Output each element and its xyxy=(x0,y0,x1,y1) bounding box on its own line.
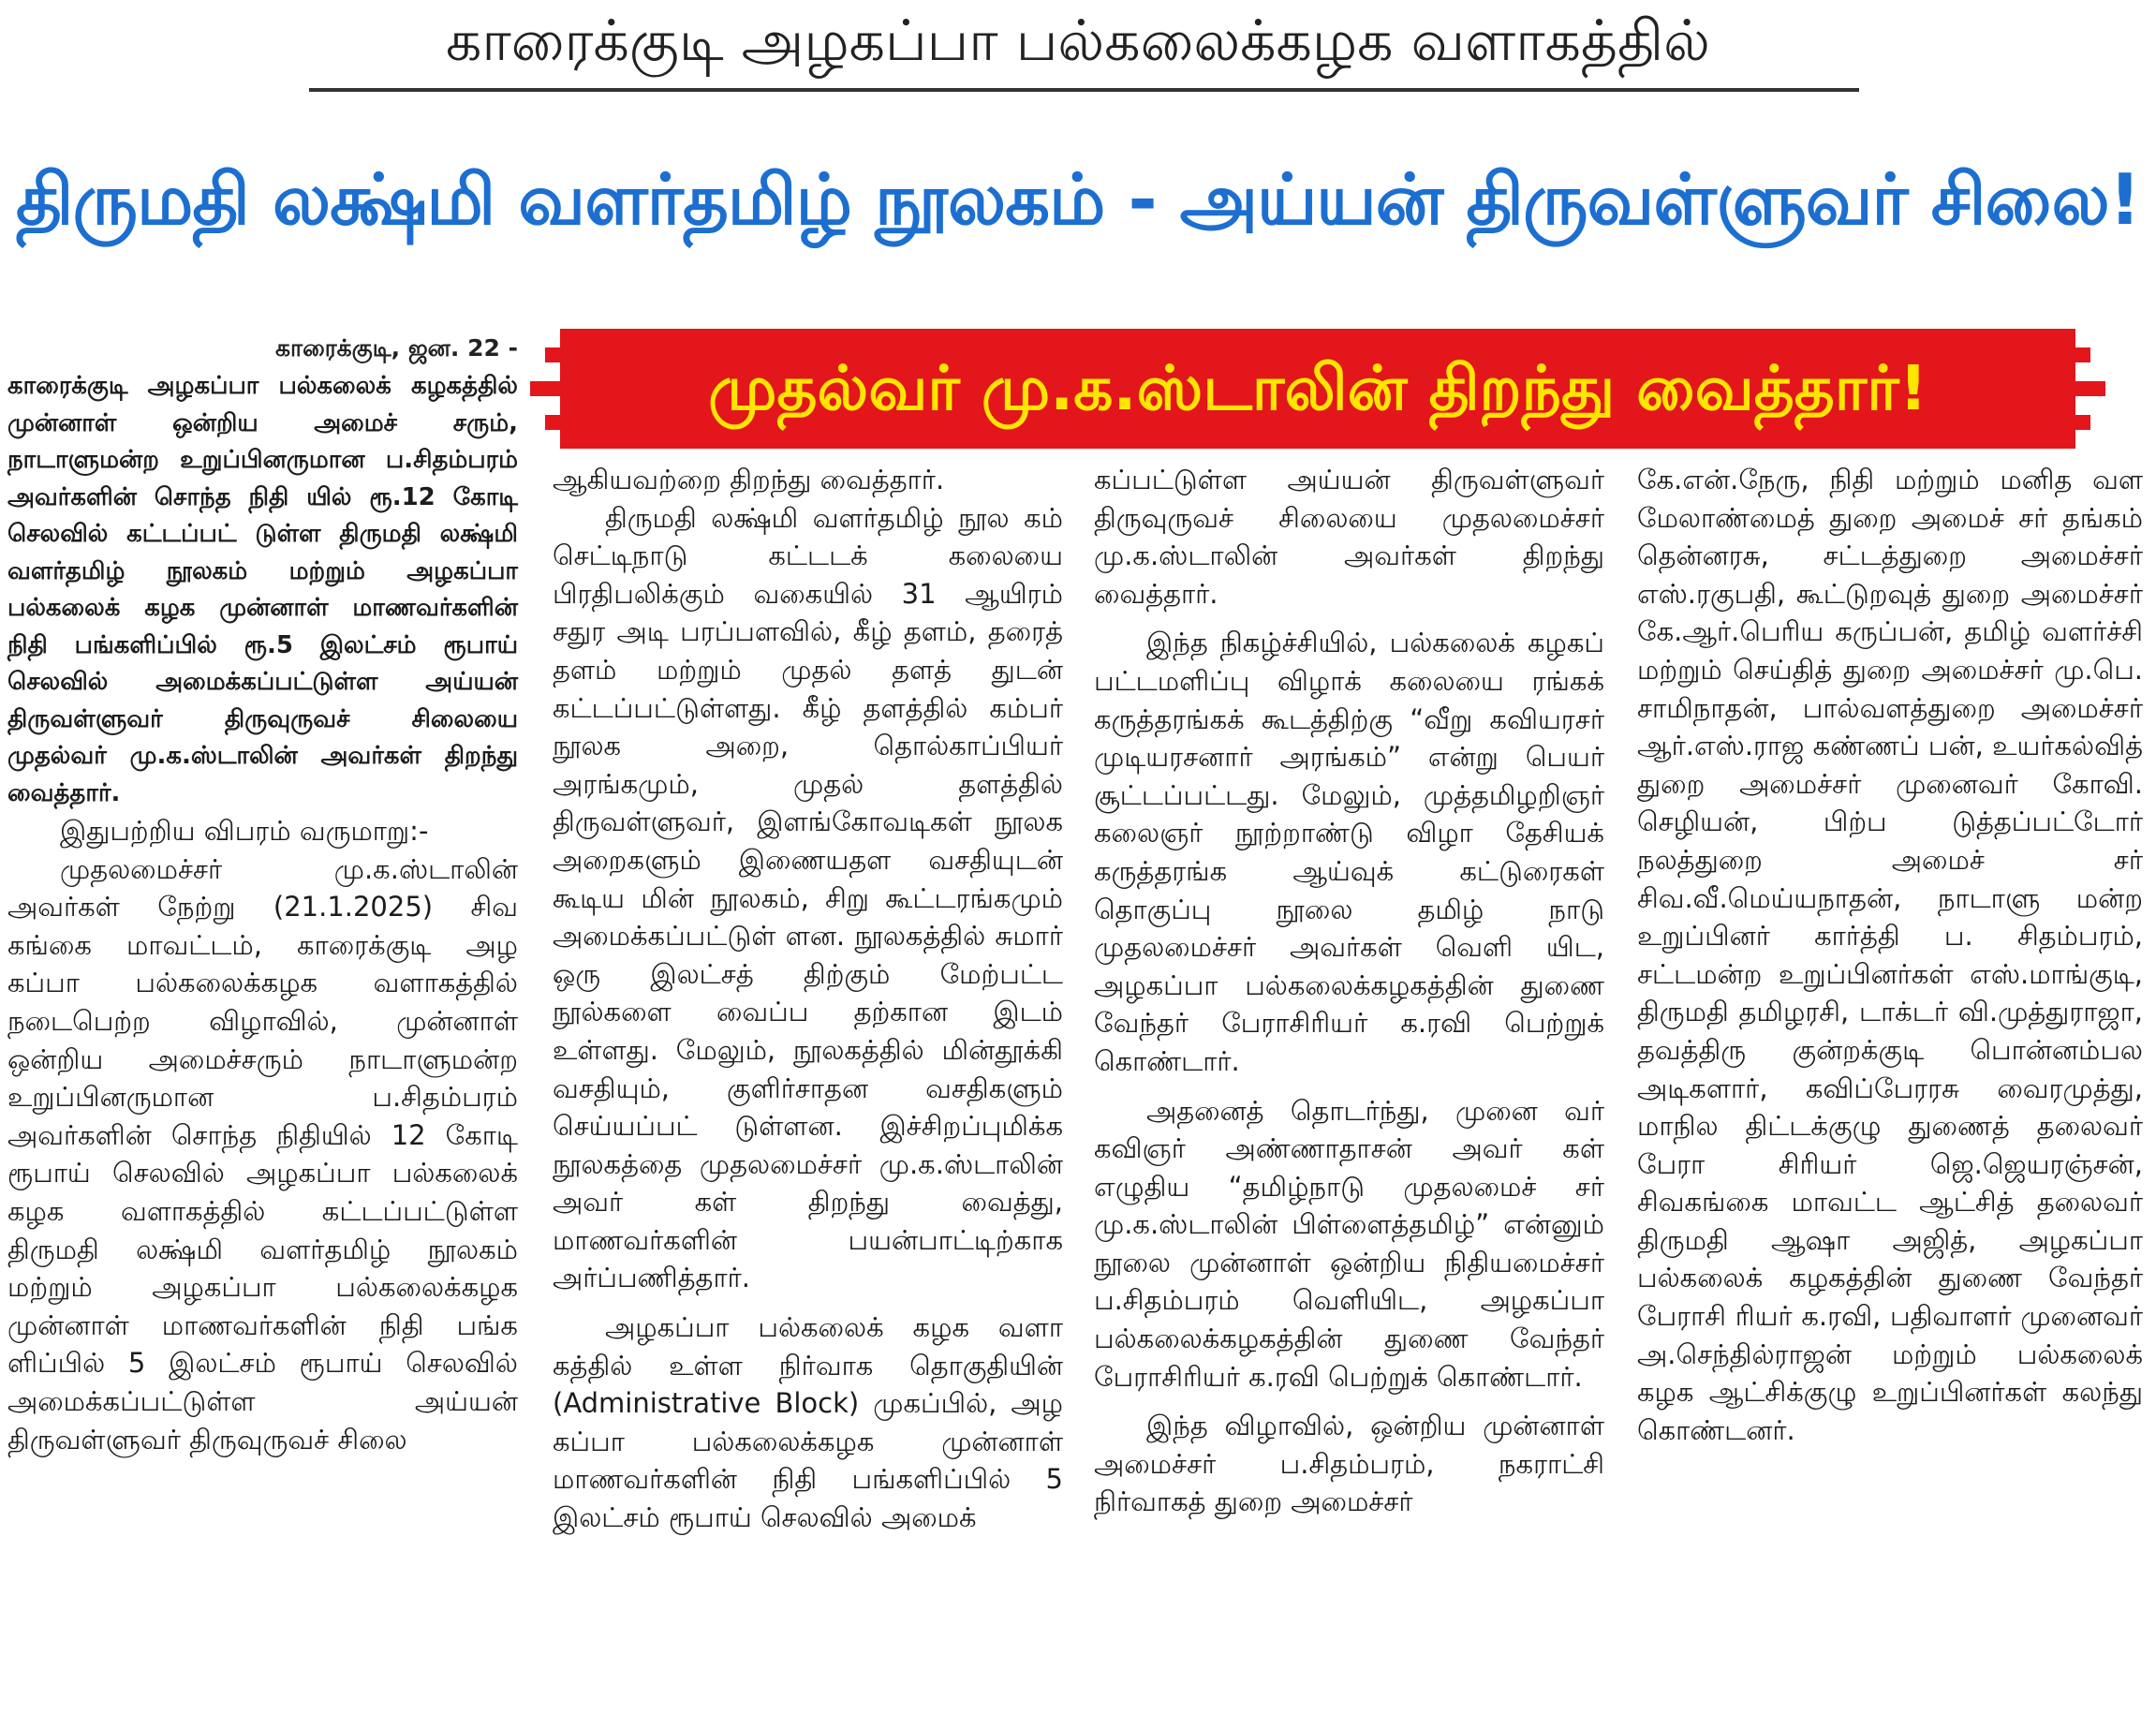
subheading: இதுபற்றிய விபரம் வருமாறு:- xyxy=(60,815,429,847)
body-paragraph: இந்த நிகழ்ச்சியில், பல்கலைக் கழகப் பட்டமளிப்பு விழாக் கலையை ரங்கக் கருத்தரங்கக் கூடத்திற்கு “வீறு கவியரசர் முடியரசனார் அரங்கம்” என்று பெயர் சூட்டப்பட்டது. மேலும், முத்தமிழறிஞர் கலைஞர் நூற்றாண்டு விழா தேசியக் கருத்தரங்க ஆய்வுக் கட்டுரைகள் தொகுப்பு நூலை தமிழ் நாடு முதலமைச்சர் அவர்கள் வெளி யிட, அழகப்பா பல்கலைக்கழகத்தின் துணை வேந்தர் பேராசிரியர் க.ரவி பெற்றுக் கொண்டார். xyxy=(1094,627,1604,1077)
banner-notch xyxy=(2075,381,2090,396)
body-paragraph: ஆகியவற்றை திறந்து வைத்தார். xyxy=(553,464,945,495)
body-paragraph: அதனைத் தொடர்ந்து, முனை வர் கவிஞர் அண்ணாதாசன் அவர் கள் எழுதிய “தமிழ்நாடு முதலமைச் சர் மு.க.ஸ்டாலின் பிள்ளைத்தமிழ்” என்னும் நூலை முன்னாள் ஒன்றிய நிதியமைச்சர் ப.சிதம்பரம் வெளியிட, அழகப்பா பல்கலைக்கழகத்தின் துணை வேந்தர் பேராசிரியர் க.ரவி பெற்றுக் கொண்டார். xyxy=(1094,1094,1604,1393)
subhead-banner xyxy=(560,329,2075,449)
body-paragraph: திருமதி லக்ஷ்மி வளர்தமிழ் நூல கம் செட்டிநாடு கட்டடக் கலையை பிரதிபலிக்கும் வகையில் 31 ஆயிரம் சதுர அடி பரப்பளவில், கீழ் தளம், தரைத் தளம் மற்றும் முதல் தளத் துடன் கட்டப்பட்டுள்ளது. கீழ் தளத்தில் கம்பர் நூலக அறை, தொல்காப்பியர் அரங்கமும், முதல் தளத்தில் திருவள்ளுவர், இளங்கோவடிகள் நூலக அறைகளும் இணையதள வசதியுடன் கூடிய மின் நூலகம், சிறு கூட்டரங்கமும் அமைக்கப்பட்டுள் ளன. நூலகத்தில் சுமார் ஒரு இலட்சத் திற்கும் மேற்பட்ட நூல்களை வைப்ப தற்கான இடம் உள்ளது. மேலும், நூலகத்தில் மின்தூக்கி வசதியும், குளிர்சாதன வசதிகளும் செய்யப்பட் டுள்ளன. இச்சிறப்புமிக்க நூலகத்தை முதலமைச்சர் மு.க.ஸ்டாலின் அவர் கள் திறந்து வைத்து, மாணவர்களின் பயன்பாட்டிற்காக அர்ப்பணித்தார். xyxy=(553,501,1063,1294)
banner-notch xyxy=(545,381,560,396)
main-headline: திருமதி லக்ஷ்மி வளர்தமிழ் நூலகம் - அய்யன் திருவள்ளுவர் சிலை! xyxy=(16,158,2140,241)
article-column-2 xyxy=(553,461,1063,1537)
body-paragraph: முதலமைச்சர் மு.க.ஸ்டாலின் அவர்கள் நேற்று (21.1.2025) சிவ கங்கை மாவட்டம், காரைக்குடி அழ கப்பா பல்கலைக்கழக வளாகத்தில் நடைபெற்ற விழாவில், முன்னாள் ஒன்றிய அமைச்சரும் நாடாளுமன்ற உறுப்பினருமான ப.சிதம்பரம் அவர்களின் சொந்த நிதியில் 12 கோடி ரூபாய் செலவில் அழகப்பா பல்கலைக் கழக வளாகத்தில் கட்டப்பட்டுள்ள திருமதி லக்ஷ்மி வளர்தமிழ் நூலகம் மற்றும் அழகப்பா பல்கலைக்கழக முன்னாள் மாணவர்களின் நிதி பங்க ளிப்பில் 5 இலட்சம் ரூபாய் செலவில் அமைக்கப்பட்டுள்ள அய்யன் திருவள்ளுவர் திருவுருவச் சிலை xyxy=(7,852,518,1456)
banner-notch xyxy=(2075,415,2090,430)
banner-notch xyxy=(530,381,545,396)
lead-paragraph: காரைக்குடி அழகப்பா பல்கலைக் கழகத்தில் முன்னாள் ஒன்றிய அமைச் சரும், நாடாளுமன்ற உறுப்பினருமான ப.சிதம்பரம் அவர்களின் சொந்த நிதி யில் ரூ.12 கோடி செலவில் கட்டப்பட் டுள்ள திருமதி லக்ஷ்மி வளர்தமிழ் நூலகம் மற்றும் அழகப்பா பல்கலைக் கழக முன்னாள் மாணவர்களின் நிதி பங்களிப்பில் ரூ.5 இலட்சம் ரூபாய் செலவில் அமைக்கப்பட்டுள்ள அய்யன் திருவள்ளுவர் திருவுருவச் சிலையை முதல்வர் மு.க.ஸ்டாலின் அவர்கள் திறந்து வைத்தார். xyxy=(7,372,518,807)
kicker-divider xyxy=(309,88,1859,92)
body-paragraph: கப்பட்டுள்ள அய்யன் திருவள்ளுவர் திருவுருவச் சிலையை முதலமைச்சர் மு.க.ஸ்டாலின் அவர்கள் திறந்து வைத்தார். xyxy=(1094,464,1604,610)
banner-notch xyxy=(2090,381,2105,396)
dateline: காரைக்குடி, ஜன. 22 - xyxy=(275,334,518,362)
body-paragraph: கே.என்.நேரு, நிதி மற்றும் மனித வள மேலாண்மைத் துறை அமைச் சர் தங்கம் தென்னரசு, சட்டத்துறை அமைச்சர் எஸ்.ரகுபதி, கூட்டுறவுத் துறை அமைச்சர் கே.ஆர்.பெரிய கருப்பன், தமிழ் வளர்ச்சி மற்றும் செய்தித் துறை அமைச்சர் மு.பெ. சாமிநாதன், பால்வளத்துறை அமைச்சர் ஆர்.எஸ்.ராஜ கண்ணப் பன், உயர்கல்வித் துறை அமைச்சர் முனைவர் கோவி. செழியன், பிற்ப டுத்தப்பட்டோர் நலத்துறை அமைச் சர் சிவ.வீ.மெய்யநாதன், நாடாளு மன்ற உறுப்பினர் கார்த்தி ப. சிதம்பரம், சட்டமன்ற உறுப்பினர்கள் எஸ்.மாங்குடி, திருமதி தமிழரசி, டாக்டர் வி.முத்துராஜா, தவத்திரு குன்றக்குடி பொன்னம்பல அடிகளார், கவிப்பேரரசு வைரமுத்து, மாநில திட்டக்குழு துணைத் தலைவர் பேரா சிரியர் ஜெ.ஜெயரஞ்சன், சிவகங்கை மாவட்ட ஆட்சித் தலைவர் திருமதி ஆஷா அஜித், அழகப்பா பல்கலைக் கழகத்தின் துணை வேந்தர் பேராசி ரியர் க.ரவி, பதிவாளர் முனைவர் அ.செந்தில்ராஜன் மற்றும் பல்கலைக் கழக ஆட்சிக்குழு உறுப்பினர்கள் கலந்து கொண்டனர். xyxy=(1637,464,2143,1446)
body-paragraph: இந்த விழாவில், ஒன்றிய முன்னாள் அமைச்சர் ப.சிதம்பரம், நகராட்சி நிர்வாகத் துறை அமைச்சர் xyxy=(1094,1410,1604,1518)
article-column-3 xyxy=(1094,461,1604,1521)
kicker-headline: காரைக்குடி அழகப்பா பல்கலைக்கழக வளாகத்தில் xyxy=(446,8,1710,74)
body-paragraph: அழகப்பா பல்கலைக் கழக வளா கத்தில் உள்ள நிர்வாக தொகுதியின் (Administrative Block) முகப்பில், அழ கப்பா பல்கலைக்கழக முன்னாள் மாணவர்களின் நிதி பங்களிப்பில் 5 இலட்சம் ரூபாய் செலவில் அமைக் xyxy=(553,1311,1063,1534)
banner-notch xyxy=(545,415,560,430)
banner-text: முதல்வர் மு.க.ஸ்டாலின் திறந்து வைத்தார்! xyxy=(708,352,1927,424)
article-column-1 xyxy=(7,368,518,1458)
banner-notch xyxy=(545,347,560,362)
article-column-4 xyxy=(1637,461,2143,1449)
banner-notch xyxy=(2075,347,2090,362)
